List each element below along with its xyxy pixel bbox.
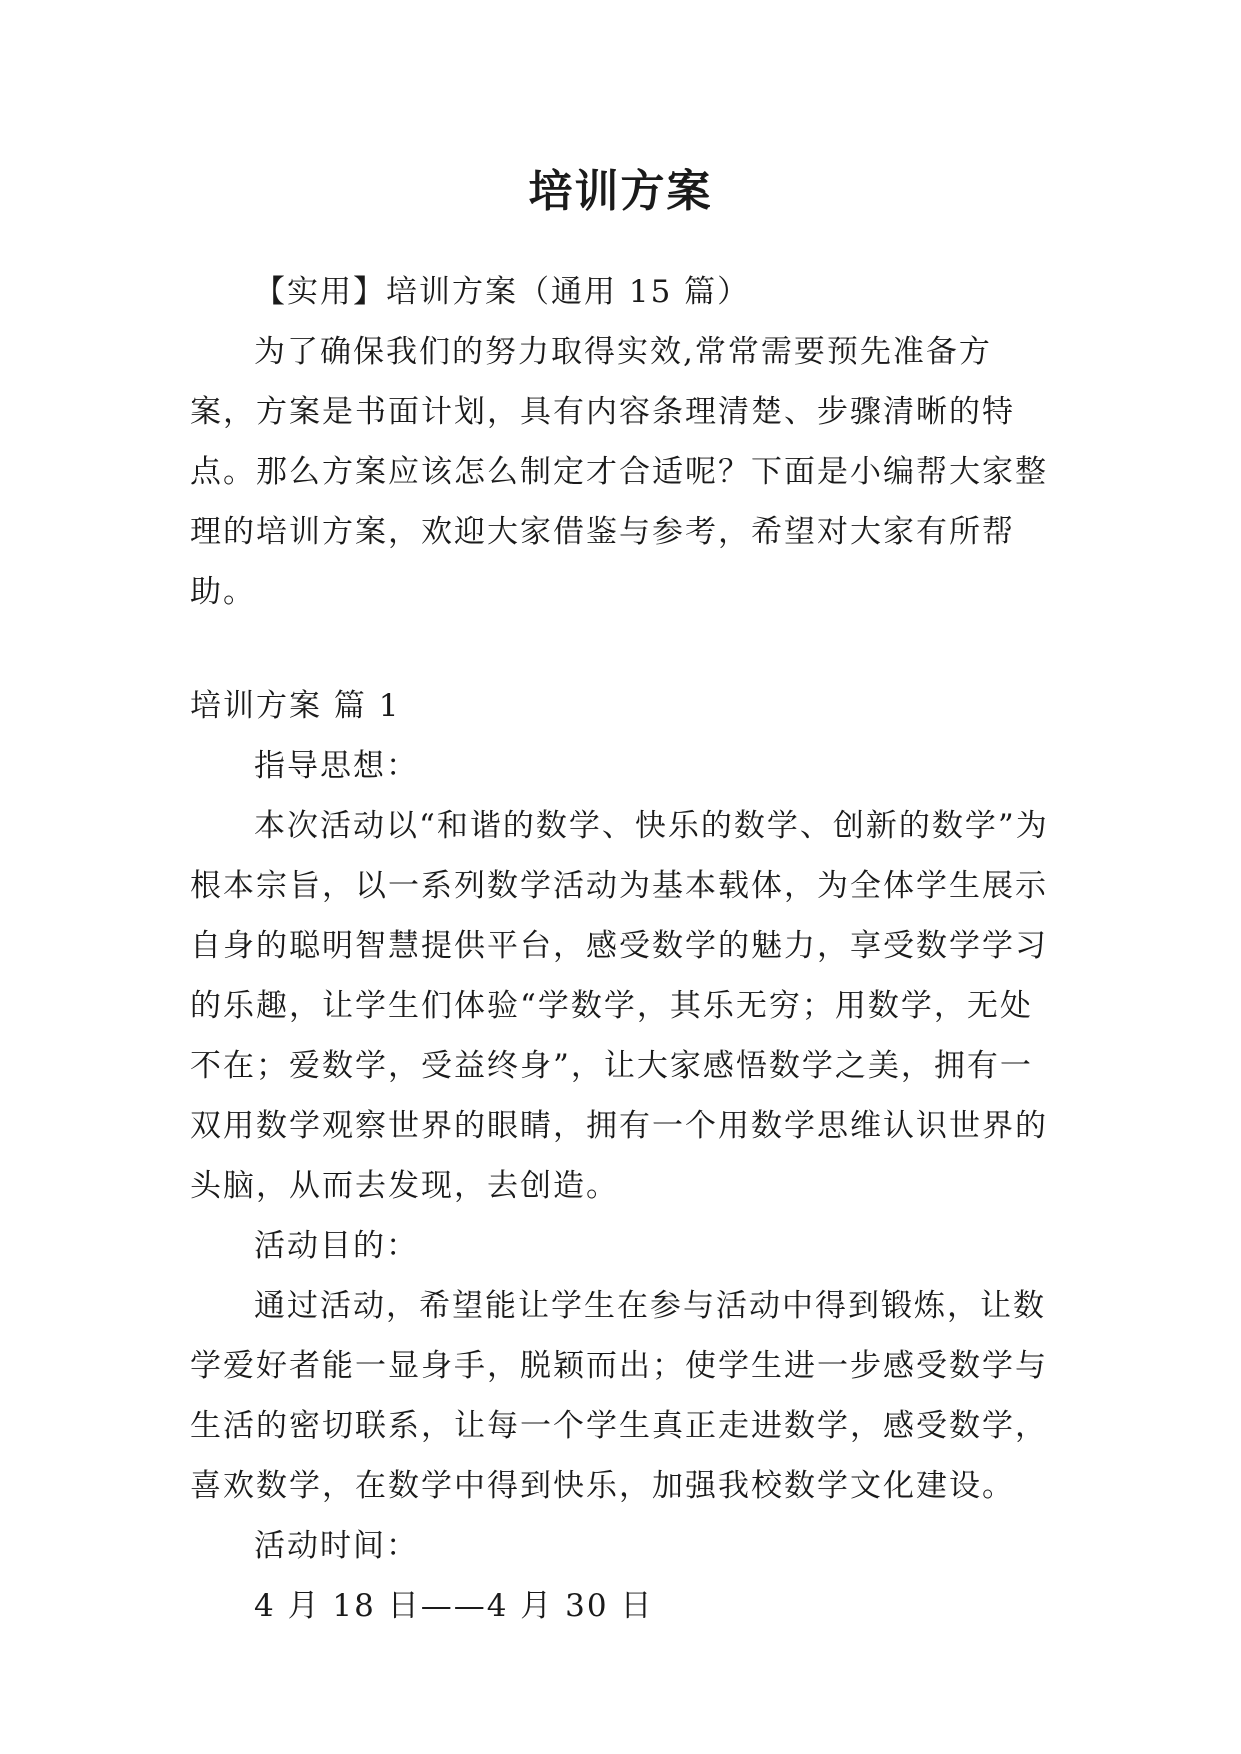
- guiding-paragraph: 本次活动以“和谐的数学、快乐的数学、创新的数学”为根本宗旨，以一系列数学活动为基本载体，为全体学生展示自身的聪明智慧提供平台，感受数学的魅力，享受数学学习的乐趣，让学生们体验“学数学，其乐无穷；用数学，无处不在；爱数学，受益终身”，让大家感悟数学之美，拥有一双用数学观察世界的眼睛，拥有一个用数学思维认识世界的头脑，从而去发现，去创造。: [190, 808, 1049, 1204]
- time-label: 活动时间：: [254, 1528, 419, 1564]
- purpose-label: 活动目的：: [254, 1228, 419, 1264]
- purpose-paragraph: 通过活动，希望能让学生在参与活动中得到锻炼，让数学爱好者能一显身手，脱颖而出；使学生进一步感受数学与生活的密切联系，让每一个学生真正走进数学，感受数学，喜欢数学，在数学中得到快乐，加强我校数学文化建设。: [190, 1288, 1048, 1504]
- document-title: 培训方案: [528, 166, 713, 217]
- section-heading: 培训方案 篇 1: [190, 688, 401, 724]
- guiding-label: 指导思想：: [254, 748, 419, 784]
- time-value: 4 月 18 日——4 月 30 日: [254, 1588, 654, 1624]
- document-body: [190, 262, 1050, 1636]
- subtitle-line: 【实用】培训方案（通用 15 篇）: [254, 274, 751, 310]
- intro-paragraph: 为了确保我们的努力取得实效,常常需要预先准备方案，方案是书面计划，具有内容条理清楚、步骤清晰的特点。那么方案应该怎么制定才合适呢？下面是小编帮大家整理的培训方案，欢迎大家借鉴与参考，希望对大家有所帮助。: [190, 334, 1048, 610]
- spacer: [190, 622, 1050, 676]
